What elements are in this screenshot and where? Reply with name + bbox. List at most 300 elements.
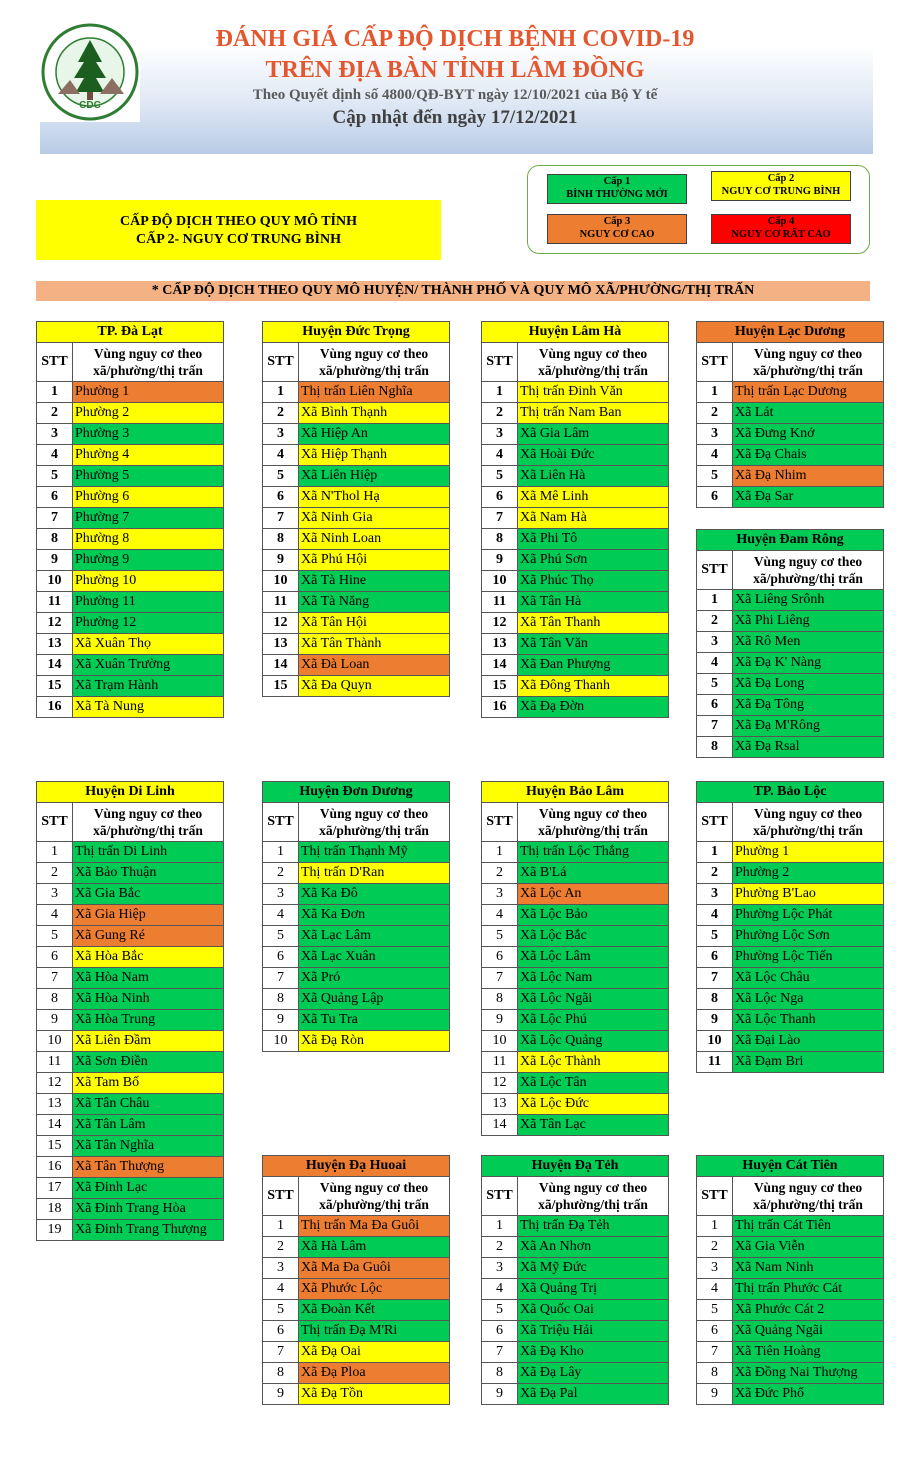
- table-row: [482, 1031, 669, 1052]
- column-header-area: Vùng nguy cơ theo xã/phường/thị trấn: [73, 343, 224, 382]
- commune-name: Phường 11: [73, 592, 224, 613]
- district-table-huyen-da-teh: [481, 1155, 669, 1405]
- commune-name: Xã Đạ Tông: [733, 695, 884, 716]
- table-row: [263, 571, 450, 592]
- row-number: 15: [482, 676, 518, 697]
- row-number: 19: [37, 1220, 73, 1241]
- row-number: 3: [263, 884, 299, 905]
- commune-name: Xã Hiệp Thạnh: [299, 445, 450, 466]
- table-row: [482, 697, 669, 718]
- table-row: [482, 1363, 669, 1384]
- table-row: [37, 550, 224, 571]
- commune-name: Xã Liên Hà: [518, 466, 669, 487]
- row-number: 7: [37, 508, 73, 529]
- table-row: [37, 1115, 224, 1136]
- row-number: 5: [482, 926, 518, 947]
- table-row: [37, 968, 224, 989]
- column-header-area: Vùng nguy cơ theo xã/phường/thị trấn: [299, 1177, 450, 1216]
- row-number: 12: [263, 613, 299, 634]
- district-table-huyen-da-huoai: [262, 1155, 450, 1405]
- table-row: [697, 1279, 884, 1300]
- row-number: 7: [697, 716, 733, 737]
- commune-name: Xã Gia Viễn: [733, 1237, 884, 1258]
- table-row: [697, 1216, 884, 1237]
- commune-name: Xã Tà Nung: [73, 697, 224, 718]
- commune-name: Xã Ma Đa Guôi: [299, 1258, 450, 1279]
- commune-name: Xã Tân Hội: [299, 613, 450, 634]
- row-number: 5: [697, 466, 733, 487]
- table-row: [482, 1073, 669, 1094]
- table-row: [482, 1321, 669, 1342]
- row-number: 6: [697, 947, 733, 968]
- commune-name: Xã Tà Năng: [299, 592, 450, 613]
- row-number: 9: [37, 550, 73, 571]
- column-header-area: Vùng nguy cơ theo xã/phường/thị trấn: [518, 1177, 669, 1216]
- row-number: 4: [37, 905, 73, 926]
- table-row: [482, 1216, 669, 1237]
- row-number: 2: [37, 403, 73, 424]
- row-number: 9: [697, 1010, 733, 1031]
- table-row: [482, 613, 669, 634]
- row-number: 9: [697, 1384, 733, 1405]
- table-row: [37, 403, 224, 424]
- table-row: [697, 884, 884, 905]
- table-row: [482, 382, 669, 403]
- row-number: 2: [697, 863, 733, 884]
- row-number: 2: [482, 1237, 518, 1258]
- table-row: [263, 403, 450, 424]
- table-row: [263, 1010, 450, 1031]
- table-row: [37, 842, 224, 863]
- row-number: 11: [482, 592, 518, 613]
- table-row: [482, 655, 669, 676]
- table-row: [263, 1384, 450, 1405]
- commune-name: Xã Hòa Trung: [73, 1010, 224, 1031]
- table-row: [482, 926, 669, 947]
- table-row: [482, 1258, 669, 1279]
- commune-name: Xã Đinh Trang Thượng: [73, 1220, 224, 1241]
- commune-name: Xã Đạ Sar: [733, 487, 884, 508]
- row-number: 12: [482, 1073, 518, 1094]
- commune-name: Xã Lộc Nga: [733, 989, 884, 1010]
- section-title: * CẤP ĐỘ DỊCH THEO QUY MÔ HUYỆN/ THÀNH PHỐ VÀ QUY MÔ XÃ/PHƯỜNG/THỊ TRẤN: [36, 281, 870, 301]
- commune-name: Thị trấn Lộc Thắng: [518, 842, 669, 863]
- table-row: [697, 611, 884, 632]
- commune-name: Xã Liên Đầm: [73, 1031, 224, 1052]
- column-header-area: Vùng nguy cơ theo xã/phường/thị trấn: [299, 343, 450, 382]
- row-number: 8: [482, 529, 518, 550]
- row-number: 2: [482, 403, 518, 424]
- row-number: 4: [263, 1279, 299, 1300]
- commune-name: Xã Nam Ninh: [733, 1258, 884, 1279]
- row-number: 4: [263, 905, 299, 926]
- commune-name: Xã Đại Lào: [733, 1031, 884, 1052]
- row-number: 2: [697, 611, 733, 632]
- commune-name: Xã Phước Cát 2: [733, 1300, 884, 1321]
- commune-name: Xã Tân Lạc: [518, 1115, 669, 1136]
- commune-name: Xã Đông Thanh: [518, 676, 669, 697]
- commune-name: Xã Đạ Tồn: [299, 1384, 450, 1405]
- commune-name: Xã Lộc Nam: [518, 968, 669, 989]
- commune-name: Xã Tân Châu: [73, 1094, 224, 1115]
- district-title: Huyện Bảo Lâm: [482, 782, 669, 803]
- commune-name: Xã Tân Thanh: [518, 613, 669, 634]
- table-row: [697, 842, 884, 863]
- row-number: 9: [482, 550, 518, 571]
- province-line-2: CẤP 2- NGUY CƠ TRUNG BÌNH: [136, 232, 341, 247]
- commune-name: Xã Phi Liêng: [733, 611, 884, 632]
- commune-name: Xã Tân Thượng: [73, 1157, 224, 1178]
- row-number: 14: [37, 655, 73, 676]
- table-row: [263, 947, 450, 968]
- row-number: 1: [37, 382, 73, 403]
- commune-name: Xã Mỹ Đức: [518, 1258, 669, 1279]
- row-number: 12: [37, 613, 73, 634]
- district-table-huyen-duc-trong: [262, 321, 450, 697]
- table-row: [697, 1237, 884, 1258]
- table-row: [482, 905, 669, 926]
- district-table-huyen-lac-duong: [696, 321, 884, 508]
- row-number: 5: [263, 1300, 299, 1321]
- column-header-stt: STT: [482, 343, 518, 382]
- row-number: 8: [482, 1363, 518, 1384]
- row-number: 15: [263, 676, 299, 697]
- commune-name: Xã Đà Loan: [299, 655, 450, 676]
- row-number: 8: [37, 529, 73, 550]
- row-number: 1: [482, 1216, 518, 1237]
- table-row: [263, 676, 450, 697]
- table-row: [482, 508, 669, 529]
- row-number: 16: [37, 1157, 73, 1178]
- commune-name: Xã Đạ M'Rông: [733, 716, 884, 737]
- commune-name: Phường 12: [73, 613, 224, 634]
- commune-name: Xã Lộc Thành: [518, 1052, 669, 1073]
- commune-name: Xã Xuân Trường: [73, 655, 224, 676]
- row-number: 3: [697, 424, 733, 445]
- table-row: [482, 403, 669, 424]
- table-row: [697, 968, 884, 989]
- commune-name: Phường Lộc Tiến: [733, 947, 884, 968]
- commune-name: Xã Ka Đô: [299, 884, 450, 905]
- table-row: [697, 653, 884, 674]
- table-row: [263, 884, 450, 905]
- table-row: [697, 989, 884, 1010]
- row-number: 17: [37, 1178, 73, 1199]
- row-number: 6: [482, 1321, 518, 1342]
- row-number: 6: [697, 1321, 733, 1342]
- svg-text:CDC: CDC: [79, 100, 101, 111]
- table-row: [263, 1279, 450, 1300]
- commune-name: Phường 10: [73, 571, 224, 592]
- row-number: 3: [697, 884, 733, 905]
- commune-name: Thị trấn Đạ M'Ri: [299, 1321, 450, 1342]
- commune-name: Xã Đạ Oai: [299, 1342, 450, 1363]
- table-row: [697, 466, 884, 487]
- table-row: [482, 466, 669, 487]
- table-row: [37, 424, 224, 445]
- table-row: [263, 382, 450, 403]
- table-row: [263, 655, 450, 676]
- row-number: 6: [482, 947, 518, 968]
- commune-name: Xã Sơn Điền: [73, 1052, 224, 1073]
- row-number: 8: [263, 1363, 299, 1384]
- province-level-box: [36, 200, 441, 260]
- table-row: [697, 1010, 884, 1031]
- commune-name: Phường Lộc Phát: [733, 905, 884, 926]
- row-number: 6: [37, 947, 73, 968]
- district-table-tp-da-lat: [36, 321, 224, 718]
- row-number: 7: [697, 1342, 733, 1363]
- row-number: 1: [37, 842, 73, 863]
- table-row: [482, 445, 669, 466]
- legend-level-4-label: NGUY CƠ RẤT CAO: [731, 229, 831, 240]
- commune-name: Xã Đa Quyn: [299, 676, 450, 697]
- row-number: 1: [263, 842, 299, 863]
- district-title: TP. Đà Lạt: [37, 322, 224, 343]
- row-number: 12: [482, 613, 518, 634]
- table-row: [37, 1136, 224, 1157]
- row-number: 9: [263, 1384, 299, 1405]
- row-number: 7: [482, 968, 518, 989]
- row-number: 10: [37, 571, 73, 592]
- column-header-area: Vùng nguy cơ theo xã/phường/thị trấn: [733, 1177, 884, 1216]
- row-number: 9: [37, 1010, 73, 1031]
- district-table-huyen-cat-tien: [696, 1155, 884, 1405]
- commune-name: Xã Lộc Quảng: [518, 1031, 669, 1052]
- column-header-stt: STT: [37, 803, 73, 842]
- table-row: [482, 571, 669, 592]
- row-number: 5: [482, 466, 518, 487]
- commune-name: Xã Hòa Nam: [73, 968, 224, 989]
- commune-name: Xã Tam Bố: [73, 1073, 224, 1094]
- row-number: 4: [697, 445, 733, 466]
- table-row: [697, 863, 884, 884]
- row-number: 13: [482, 634, 518, 655]
- table-row: [263, 1321, 450, 1342]
- table-row: [37, 884, 224, 905]
- table-row: [697, 947, 884, 968]
- table-row: [482, 842, 669, 863]
- row-number: 18: [37, 1199, 73, 1220]
- commune-name: Xã Xuân Thọ: [73, 634, 224, 655]
- district-title: Huyện Đạ Tẻh: [482, 1156, 669, 1177]
- commune-name: Xã Đức Phổ: [733, 1384, 884, 1405]
- table-row: [697, 1300, 884, 1321]
- row-number: 1: [263, 382, 299, 403]
- table-row: [263, 550, 450, 571]
- commune-name: Xã Phước Lộc: [299, 1279, 450, 1300]
- table-row: [263, 968, 450, 989]
- commune-name: Xã Tà Hine: [299, 571, 450, 592]
- row-number: 8: [697, 1363, 733, 1384]
- row-number: 5: [697, 926, 733, 947]
- table-row: [263, 1258, 450, 1279]
- commune-name: Xã Hòa Bắc: [73, 947, 224, 968]
- row-number: 6: [482, 487, 518, 508]
- column-header-stt: STT: [482, 1177, 518, 1216]
- table-row: [482, 1052, 669, 1073]
- commune-name: Xã Đạ Lây: [518, 1363, 669, 1384]
- column-header-area: Vùng nguy cơ theo xã/phường/thị trấn: [73, 803, 224, 842]
- row-number: 6: [697, 695, 733, 716]
- row-number: 5: [263, 926, 299, 947]
- legend-level-4: [711, 214, 851, 244]
- row-number: 10: [37, 1031, 73, 1052]
- table-row: [263, 466, 450, 487]
- table-row: [482, 487, 669, 508]
- table-row: [482, 1279, 669, 1300]
- row-number: 5: [482, 1300, 518, 1321]
- table-row: [482, 1342, 669, 1363]
- commune-name: Thị trấn Đạ Tẻh: [518, 1216, 669, 1237]
- commune-name: Phường 1: [733, 842, 884, 863]
- table-row: [37, 655, 224, 676]
- commune-name: Xã Nam Hà: [518, 508, 669, 529]
- cdc-logo: [40, 22, 140, 122]
- column-header-stt: STT: [263, 1177, 299, 1216]
- commune-name: Xã Lộc Thanh: [733, 1010, 884, 1031]
- district-table-huyen-bao-lam: [481, 781, 669, 1136]
- row-number: 14: [482, 655, 518, 676]
- district-title: Huyện Đam Rông: [697, 530, 884, 551]
- table-row: [37, 676, 224, 697]
- table-row: [697, 632, 884, 653]
- table-row: [263, 926, 450, 947]
- row-number: 11: [263, 592, 299, 613]
- column-header-stt: STT: [697, 551, 733, 590]
- table-row: [37, 989, 224, 1010]
- row-number: 14: [37, 1115, 73, 1136]
- table-row: [263, 1216, 450, 1237]
- commune-name: Xã Đạ Đờn: [518, 697, 669, 718]
- commune-name: Xã Lộc An: [518, 884, 669, 905]
- column-header-area: Vùng nguy cơ theo xã/phường/thị trấn: [733, 343, 884, 382]
- row-number: 13: [263, 634, 299, 655]
- row-number: 16: [37, 697, 73, 718]
- table-row: [482, 1010, 669, 1031]
- row-number: 2: [37, 863, 73, 884]
- row-number: 13: [37, 634, 73, 655]
- table-row: [482, 1237, 669, 1258]
- row-number: 5: [37, 466, 73, 487]
- commune-name: Phường 2: [733, 863, 884, 884]
- table-row: [263, 1342, 450, 1363]
- commune-name: Xã Lạc Xuân: [299, 947, 450, 968]
- row-number: 3: [482, 884, 518, 905]
- updated-date: Cập nhật đến ngày 17/12/2021: [332, 107, 578, 128]
- table-row: [697, 487, 884, 508]
- table-row: [482, 863, 669, 884]
- row-number: 1: [697, 382, 733, 403]
- row-number: 6: [263, 947, 299, 968]
- table-row: [482, 884, 669, 905]
- commune-name: Xã Tân Nghĩa: [73, 1136, 224, 1157]
- row-number: 6: [697, 487, 733, 508]
- commune-name: Xã Lộc Ngãi: [518, 989, 669, 1010]
- row-number: 1: [482, 842, 518, 863]
- row-number: 13: [37, 1094, 73, 1115]
- row-number: 11: [482, 1052, 518, 1073]
- row-number: 16: [482, 697, 518, 718]
- table-row: [37, 1031, 224, 1052]
- row-number: 7: [263, 968, 299, 989]
- row-number: 4: [482, 905, 518, 926]
- district-title: Huyện Cát Tiên: [697, 1156, 884, 1177]
- legend-level-2-label: NGUY CƠ TRUNG BÌNH: [721, 186, 841, 197]
- row-number: 12: [37, 1073, 73, 1094]
- row-number: 10: [263, 1031, 299, 1052]
- commune-name: Xã Hiệp An: [299, 424, 450, 445]
- commune-name: Xã Ka Đơn: [299, 905, 450, 926]
- commune-name: Xã Hà Lâm: [299, 1237, 450, 1258]
- row-number: 3: [263, 424, 299, 445]
- column-header-area: Vùng nguy cơ theo xã/phường/thị trấn: [518, 343, 669, 382]
- legend-level-1-label: BÌNH THƯỜNG MỚI: [566, 189, 668, 200]
- district-table-huyen-lam-ha: [481, 321, 669, 718]
- commune-name: Xã Liêng Srônh: [733, 590, 884, 611]
- row-number: 3: [263, 1258, 299, 1279]
- row-number: 14: [263, 655, 299, 676]
- commune-name: Xã Quảng Trị: [518, 1279, 669, 1300]
- table-row: [482, 550, 669, 571]
- commune-name: Xã Phú Hội: [299, 550, 450, 571]
- row-number: 7: [263, 1342, 299, 1363]
- column-header-stt: STT: [37, 343, 73, 382]
- row-number: 15: [37, 1136, 73, 1157]
- decision-text: Theo Quyết định số 4800/QĐ-BYT ngày 12/10/2021 của Bộ Y tế: [252, 87, 658, 103]
- commune-name: Xã Triệu Hải: [518, 1321, 669, 1342]
- table-row: [697, 1363, 884, 1384]
- row-number: 10: [482, 1031, 518, 1052]
- table-row: [37, 466, 224, 487]
- commune-name: Xã Đạ Ploa: [299, 1363, 450, 1384]
- commune-name: Xã Đoàn Kết: [299, 1300, 450, 1321]
- row-number: 6: [37, 487, 73, 508]
- table-row: [697, 1052, 884, 1073]
- column-header-stt: STT: [697, 1177, 733, 1216]
- table-row: [37, 1094, 224, 1115]
- commune-name: Phường 9: [73, 550, 224, 571]
- commune-name: Xã Rô Men: [733, 632, 884, 653]
- commune-name: Xã Đinh Trang Hòa: [73, 1199, 224, 1220]
- commune-name: Xã Đạ Ròn: [299, 1031, 450, 1052]
- commune-name: Xã Lộc Lâm: [518, 947, 669, 968]
- commune-name: Xã Đạ Long: [733, 674, 884, 695]
- commune-name: Xã Lạc Lâm: [299, 926, 450, 947]
- commune-name: Xã Lát: [733, 403, 884, 424]
- table-row: [697, 1384, 884, 1405]
- district-title: Huyện Lạc Dương: [697, 322, 884, 343]
- table-row: [697, 674, 884, 695]
- row-number: 3: [697, 1258, 733, 1279]
- commune-name: Thị trấn Cát Tiên: [733, 1216, 884, 1237]
- row-number: 2: [482, 863, 518, 884]
- row-number: 11: [37, 592, 73, 613]
- commune-name: Xã Tân Hà: [518, 592, 669, 613]
- table-row: [482, 1384, 669, 1405]
- table-row: [697, 1031, 884, 1052]
- commune-name: Thị trấn Đinh Văn: [518, 382, 669, 403]
- district-title: Huyện Di Linh: [37, 782, 224, 803]
- table-row: [482, 592, 669, 613]
- commune-name: Xã Tân Lâm: [73, 1115, 224, 1136]
- table-row: [482, 529, 669, 550]
- table-row: [263, 863, 450, 884]
- row-number: 9: [263, 1010, 299, 1031]
- table-row: [263, 905, 450, 926]
- table-row: [263, 592, 450, 613]
- commune-name: Xã Lộc Châu: [733, 968, 884, 989]
